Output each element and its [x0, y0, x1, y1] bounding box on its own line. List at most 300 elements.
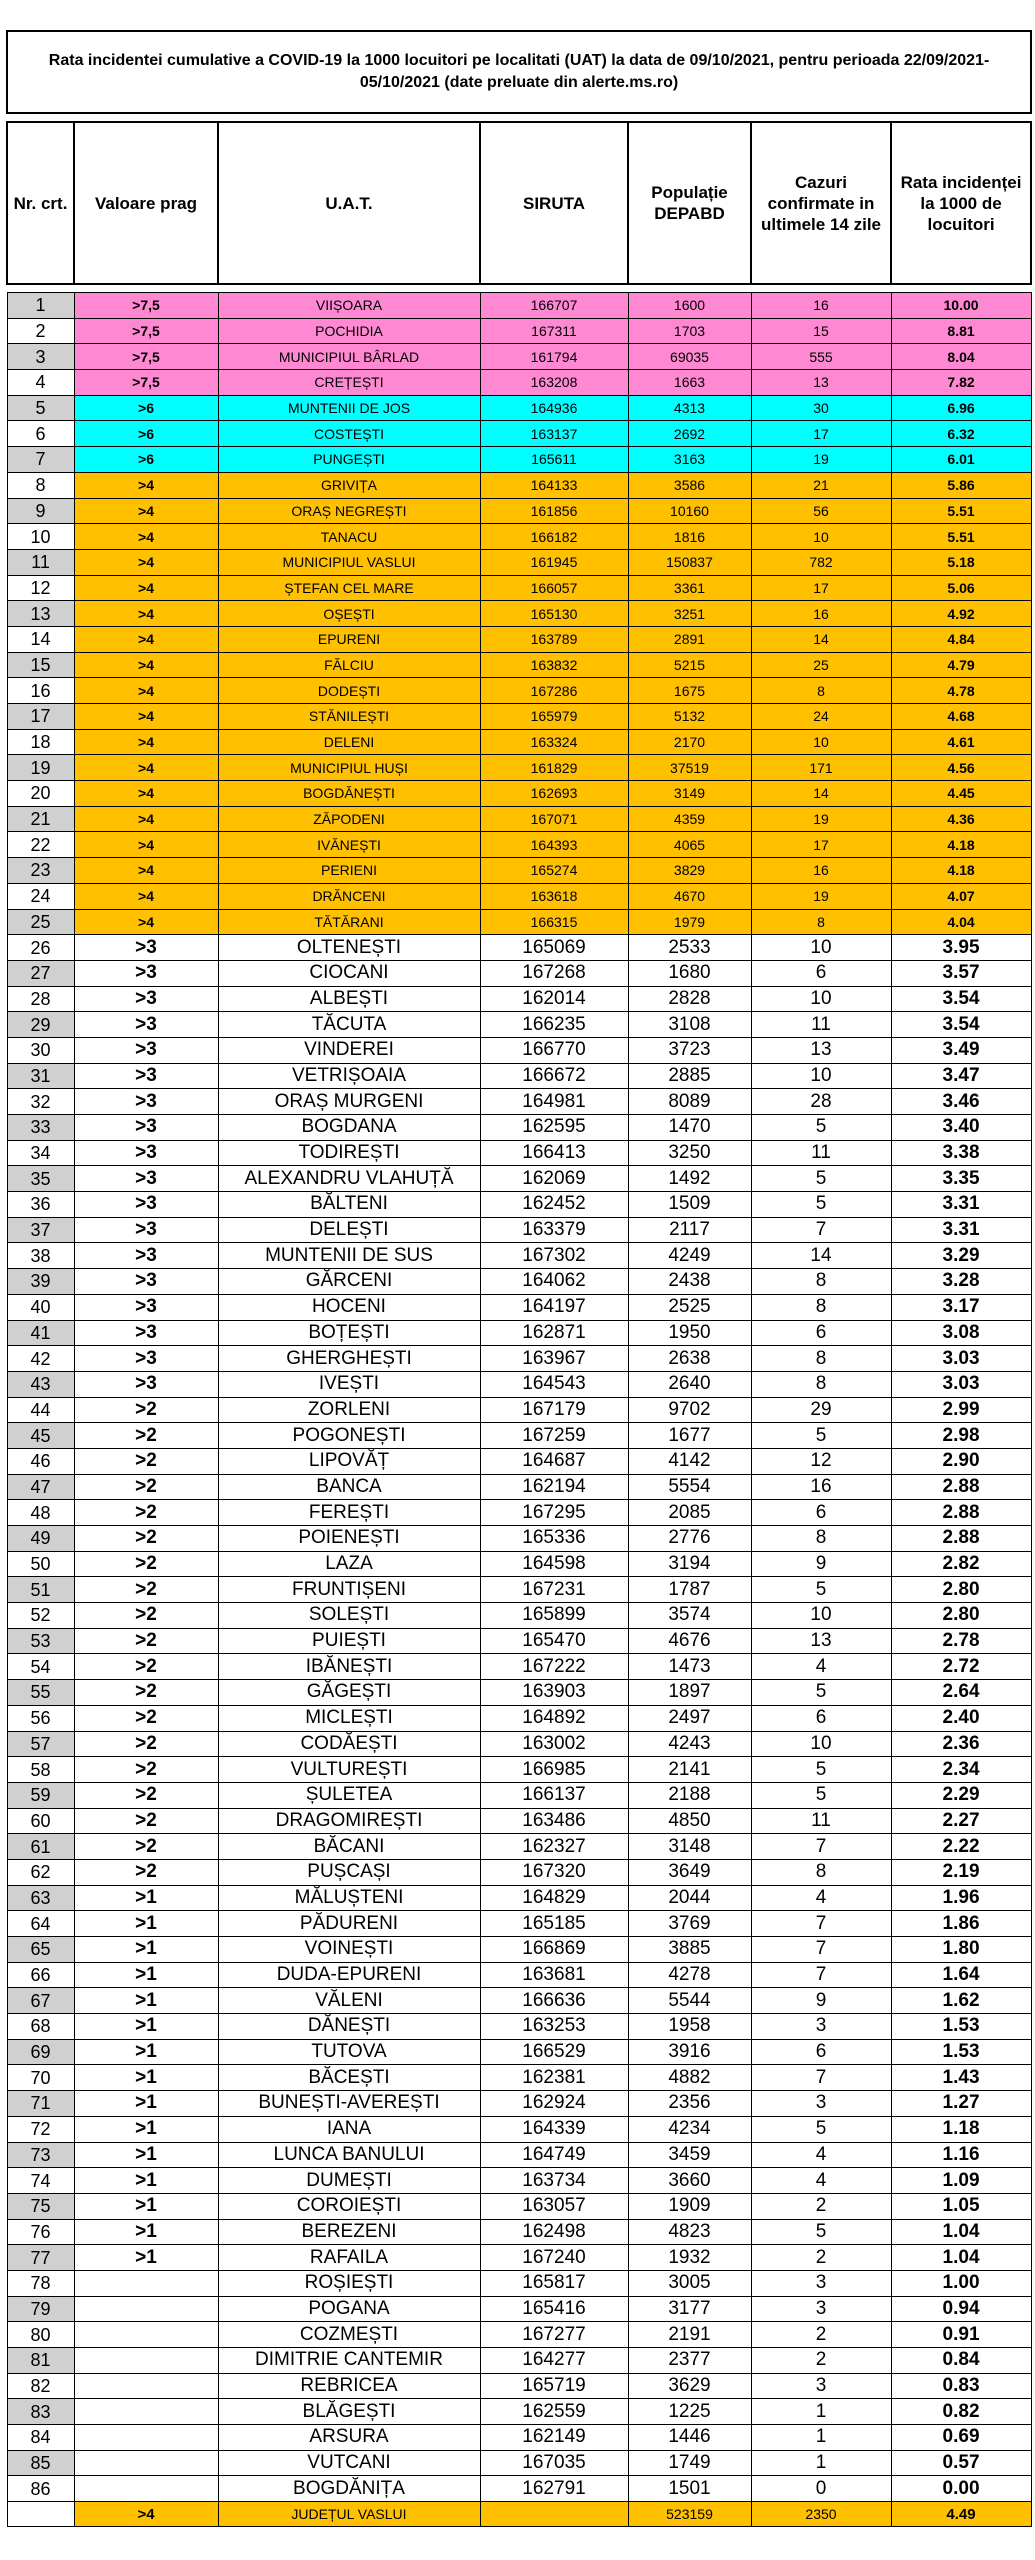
cell-cazuri: 5 [751, 1577, 891, 1603]
cell-nr: 16 [7, 678, 74, 704]
cell-prag: >1 [74, 2065, 218, 2091]
cell-siruta: 163903 [480, 1680, 628, 1706]
cell-nr: 25 [7, 909, 74, 935]
cell-cazuri: 1 [751, 2425, 891, 2451]
cell-populatie: 3660 [628, 2168, 751, 2194]
cell-prag [74, 2450, 218, 2476]
cell-populatie: 3251 [628, 601, 751, 627]
table-row [7, 2219, 1031, 2245]
incidence-sheet [6, 30, 1030, 2527]
cell-rata: 0.84 [891, 2348, 1031, 2374]
cell-rata: 0.91 [891, 2322, 1031, 2348]
cell-uat: TĂCUTA [218, 1012, 480, 1038]
cell-populatie: 1470 [628, 1115, 751, 1141]
cell-populatie: 1473 [628, 1654, 751, 1680]
cell-uat: COROIEȘTI [218, 2193, 480, 2219]
cell-uat: ȘTEFAN CEL MARE [218, 575, 480, 601]
cell-nr: 27 [7, 960, 74, 986]
cell-nr: 47 [7, 1474, 74, 1500]
cell-nr: 66 [7, 1962, 74, 1988]
cell-prag: >4 [74, 472, 218, 498]
cell-prag: >1 [74, 1988, 218, 2014]
cell-cazuri: 28 [751, 1089, 891, 1115]
cell-uat: OLTENEȘTI [218, 935, 480, 961]
cell-siruta: 166707 [480, 293, 628, 319]
cell-siruta: 163057 [480, 2193, 628, 2219]
cell-prag: >1 [74, 2142, 218, 2168]
title-row [7, 31, 1031, 113]
cell-nr: 63 [7, 1885, 74, 1911]
cell-prag: >1 [74, 2168, 218, 2194]
cell-rata: 2.27 [891, 1808, 1031, 1834]
cell-uat: LAZA [218, 1551, 480, 1577]
cell-cazuri: 29 [751, 1397, 891, 1423]
cell-populatie: 2640 [628, 1371, 751, 1397]
cell-prag: >2 [74, 1680, 218, 1706]
cell-rata: 3.17 [891, 1294, 1031, 1320]
cell-nr: 49 [7, 1526, 74, 1552]
cell-uat: EPURENI [218, 626, 480, 652]
cell-populatie: 3361 [628, 575, 751, 601]
cell-uat: BOȚEȘTI [218, 1320, 480, 1346]
cell-populatie: 3916 [628, 2039, 751, 2065]
table-row [7, 1089, 1031, 1115]
table-row [7, 781, 1031, 807]
cell-prag: >3 [74, 1037, 218, 1063]
cell-prag: >4 [74, 549, 218, 575]
cell-cazuri: 5 [751, 1192, 891, 1218]
cell-uat: ROȘIEȘTI [218, 2270, 480, 2296]
cell-rata: 1.00 [891, 2270, 1031, 2296]
cell-prag: >4 [74, 806, 218, 832]
cell-siruta: 163618 [480, 883, 628, 909]
cell-siruta: 164892 [480, 1705, 628, 1731]
cell-cazuri: 17 [751, 575, 891, 601]
table-row [7, 678, 1031, 704]
table-row [7, 2039, 1031, 2065]
cell-nr: 71 [7, 2091, 74, 2117]
cell-cazuri: 10 [751, 729, 891, 755]
cell-rata: 2.88 [891, 1474, 1031, 1500]
cell-populatie: 1787 [628, 1577, 751, 1603]
cell-rata: 4.84 [891, 626, 1031, 652]
cell-populatie: 2141 [628, 1757, 751, 1783]
cell-prag: >3 [74, 1371, 218, 1397]
cell-prag: >2 [74, 1551, 218, 1577]
cell-siruta: 162381 [480, 2065, 628, 2091]
cell-uat: PUIEȘTI [218, 1628, 480, 1654]
table-row [7, 2399, 1031, 2425]
table-row [7, 318, 1031, 344]
cell-cazuri: 10 [751, 1063, 891, 1089]
cell-prag: >3 [74, 1320, 218, 1346]
table-row [7, 447, 1031, 473]
cell-prag: >2 [74, 1526, 218, 1552]
cell-nr: 12 [7, 575, 74, 601]
table-row [7, 652, 1031, 678]
cell-siruta: 164687 [480, 1448, 628, 1474]
table-row [7, 1037, 1031, 1063]
cell-nr: 84 [7, 2425, 74, 2451]
cell-siruta: 164543 [480, 1371, 628, 1397]
cell-uat: DIMITRIE CANTEMIR [218, 2348, 480, 2374]
cell-populatie: 9702 [628, 1397, 751, 1423]
cell-cazuri: 8 [751, 1526, 891, 1552]
cell-uat: DĂNEȘTI [218, 2014, 480, 2040]
table-row [7, 1808, 1031, 1834]
cell-siruta: 164936 [480, 395, 628, 421]
cell-cazuri: 8 [751, 1346, 891, 1372]
cell-prag: >1 [74, 1911, 218, 1937]
cell-prag: >1 [74, 2014, 218, 2040]
cell-siruta: 164277 [480, 2348, 628, 2374]
cell-cazuri: 10 [751, 1603, 891, 1629]
cell-cazuri: 8 [751, 1269, 891, 1295]
cell-uat: IVĂNEȘTI [218, 832, 480, 858]
cell-prag: >2 [74, 1474, 218, 1500]
cell-nr: 52 [7, 1603, 74, 1629]
cell-uat: VULTUREȘTI [218, 1757, 480, 1783]
cell-populatie: 4850 [628, 1808, 751, 1834]
cell-uat: GHERGHEȘTI [218, 1346, 480, 1372]
cell-rata: 2.88 [891, 1500, 1031, 1526]
cell-siruta: 164062 [480, 1269, 628, 1295]
incidence-table [6, 30, 1032, 2527]
table-row [7, 1346, 1031, 1372]
table-row [7, 1269, 1031, 1295]
cell-siruta: 163967 [480, 1346, 628, 1372]
cell-rata: 10.00 [891, 293, 1031, 319]
cell-prag [74, 2322, 218, 2348]
cell-uat: PUȘCAȘI [218, 1859, 480, 1885]
cell-nr: 26 [7, 935, 74, 961]
cell-populatie: 1663 [628, 370, 751, 396]
cell-uat: OȘEȘTI [218, 601, 480, 627]
cell-siruta: 167295 [480, 1500, 628, 1526]
cell-siruta: 167071 [480, 806, 628, 832]
cell-nr: 20 [7, 781, 74, 807]
table-row [7, 472, 1031, 498]
cell-cazuri: 10 [751, 524, 891, 550]
cell-prag: >6 [74, 421, 218, 447]
cell-populatie: 4234 [628, 2116, 751, 2142]
cell-prag: >3 [74, 1012, 218, 1038]
cell-nr: 32 [7, 1089, 74, 1115]
cell-uat: MUNICIPIUL HUȘI [218, 755, 480, 781]
header-populatie: Populație DEPABD [628, 122, 751, 284]
cell-uat: GĂRCENI [218, 1269, 480, 1295]
cell-prag: >7,5 [74, 293, 218, 319]
cell-populatie: 2497 [628, 1705, 751, 1731]
cell-siruta: 162149 [480, 2425, 628, 2451]
cell-cazuri: 9 [751, 1988, 891, 2014]
cell-cazuri: 6 [751, 1705, 891, 1731]
cell-cazuri: 2 [751, 2193, 891, 2219]
cell-prag: >4 [74, 858, 218, 884]
cell-cazuri: 11 [751, 1012, 891, 1038]
cell-nr: 44 [7, 1397, 74, 1423]
cell-prag: >3 [74, 1346, 218, 1372]
cell-populatie: 4670 [628, 883, 751, 909]
cell-populatie: 3177 [628, 2296, 751, 2322]
table-row [7, 2270, 1031, 2296]
cell-populatie: 1680 [628, 960, 751, 986]
table-row [7, 1526, 1031, 1552]
cell-nr: 85 [7, 2450, 74, 2476]
cell-rata: 2.19 [891, 1859, 1031, 1885]
cell-siruta: 162014 [480, 986, 628, 1012]
cell-siruta: 166413 [480, 1140, 628, 1166]
cell-siruta: 163002 [480, 1731, 628, 1757]
cell-rata: 1.64 [891, 1962, 1031, 1988]
cell-populatie: 37519 [628, 755, 751, 781]
cell-cazuri: 3 [751, 2091, 891, 2117]
cell-siruta: 163324 [480, 729, 628, 755]
cell-populatie: 3574 [628, 1603, 751, 1629]
cell-nr: 37 [7, 1217, 74, 1243]
cell-nr: 36 [7, 1192, 74, 1218]
cell-nr: 76 [7, 2219, 74, 2245]
cell-cazuri: 1 [751, 2399, 891, 2425]
cell-uat: TANACU [218, 524, 480, 550]
cell-siruta: 163253 [480, 2014, 628, 2040]
cell-cazuri: 1 [751, 2450, 891, 2476]
cell-siruta: 166315 [480, 909, 628, 935]
cell-uat: MUNTENII DE JOS [218, 395, 480, 421]
cell-prag: >3 [74, 1140, 218, 1166]
cell-uat: BEREZENI [218, 2219, 480, 2245]
cell-populatie: 3723 [628, 1037, 751, 1063]
cell-prag: >1 [74, 1937, 218, 1963]
cell-prag: >4 [74, 652, 218, 678]
cell-rata: 2.78 [891, 1628, 1031, 1654]
cell-populatie: 3829 [628, 858, 751, 884]
cell-prag: >2 [74, 1654, 218, 1680]
cell-rata: 3.35 [891, 1166, 1031, 1192]
table-row [7, 344, 1031, 370]
cell-uat: CODĂEȘTI [218, 1731, 480, 1757]
cell-uat: DELEȘTI [218, 1217, 480, 1243]
cell-uat: FEREȘTI [218, 1500, 480, 1526]
cell-nr: 45 [7, 1423, 74, 1449]
cell-nr: 6 [7, 421, 74, 447]
cell-cazuri: 8 [751, 1294, 891, 1320]
cell-populatie: 1950 [628, 1320, 751, 1346]
cell-siruta: 166529 [480, 2039, 628, 2065]
cell-uat: TODIREȘTI [218, 1140, 480, 1166]
cell-uat: IANA [218, 2116, 480, 2142]
cell-uat: ALBEȘTI [218, 986, 480, 1012]
cell-siruta: 163208 [480, 370, 628, 396]
cell-populatie: 3629 [628, 2373, 751, 2399]
header-uat: U.A.T. [218, 122, 480, 284]
cell-cazuri: 12 [751, 1448, 891, 1474]
table-row [7, 421, 1031, 447]
cell-prag: >4 [74, 678, 218, 704]
cell-prag: >3 [74, 1243, 218, 1269]
table-row [7, 2142, 1031, 2168]
table-row [7, 1962, 1031, 1988]
cell-rata: 1.96 [891, 1885, 1031, 1911]
cell-siruta: 162924 [480, 2091, 628, 2117]
cell-uat: CREȚEȘTI [218, 370, 480, 396]
table-row [7, 626, 1031, 652]
cell-uat: MUNTENII DE SUS [218, 1243, 480, 1269]
cell-cazuri: 7 [751, 1911, 891, 1937]
cell-nr: 41 [7, 1320, 74, 1346]
cell-prag: >4 [74, 729, 218, 755]
cell-cazuri: 171 [751, 755, 891, 781]
page-title: Rata incidentei cumulative a COVID-19 la 1000 locuitori pe localitati (UAT) la data de 09/10/2021, pentru perioada 22/09/2021-05/10/2021 (date preluate din alerte.ms.ro) [7, 31, 1031, 113]
cell-cazuri: 10 [751, 1731, 891, 1757]
table-row [7, 1757, 1031, 1783]
table-row [7, 1937, 1031, 1963]
cell-rata: 2.88 [891, 1526, 1031, 1552]
cell-rata: 3.57 [891, 960, 1031, 986]
cell-uat: VUTCANI [218, 2450, 480, 2476]
cell-cazuri: 17 [751, 832, 891, 858]
table-row [7, 2348, 1031, 2374]
cell-nr: 83 [7, 2399, 74, 2425]
table-row [7, 1320, 1031, 1346]
table-row [7, 1577, 1031, 1603]
cell-nr: 23 [7, 858, 74, 884]
table-row [7, 1680, 1031, 1706]
cell-prag: >3 [74, 1115, 218, 1141]
cell-siruta: 166182 [480, 524, 628, 550]
cell-siruta: 163789 [480, 626, 628, 652]
cell-nr: 82 [7, 2373, 74, 2399]
cell-rata: 5.86 [891, 472, 1031, 498]
cell-prag: >4 [74, 781, 218, 807]
cell-populatie: 1446 [628, 2425, 751, 2451]
cell-rata: 1.27 [891, 2091, 1031, 2117]
cell-siruta: 166770 [480, 1037, 628, 1063]
cell-uat: ORAȘ MURGENI [218, 1089, 480, 1115]
cell-siruta: 167286 [480, 678, 628, 704]
table-row [7, 2065, 1031, 2091]
cell-cazuri: 6 [751, 1500, 891, 1526]
cell-prag: >2 [74, 1628, 218, 1654]
table-row [7, 1628, 1031, 1654]
cell-cazuri: 5 [751, 1115, 891, 1141]
cell-prag: >4 [74, 755, 218, 781]
cell-nr: 39 [7, 1269, 74, 1295]
cell-nr: 69 [7, 2039, 74, 2065]
total-rata: 4.49 [891, 2502, 1031, 2527]
cell-populatie: 2891 [628, 626, 751, 652]
cell-prag: >4 [74, 832, 218, 858]
table-row [7, 806, 1031, 832]
cell-cazuri: 19 [751, 447, 891, 473]
cell-cazuri: 7 [751, 1962, 891, 1988]
cell-cazuri: 4 [751, 1885, 891, 1911]
cell-cazuri: 13 [751, 1037, 891, 1063]
cell-rata: 4.07 [891, 883, 1031, 909]
cell-populatie: 3194 [628, 1551, 751, 1577]
cell-prag: >7,5 [74, 344, 218, 370]
cell-rata: 1.04 [891, 2219, 1031, 2245]
cell-uat: COZMEȘTI [218, 2322, 480, 2348]
cell-rata: 2.72 [891, 1654, 1031, 1680]
cell-nr: 31 [7, 1063, 74, 1089]
table-row [7, 1885, 1031, 1911]
cell-nr: 78 [7, 2270, 74, 2296]
cell-uat: BLĂGEȘTI [218, 2399, 480, 2425]
cell-siruta: 161829 [480, 755, 628, 781]
cell-uat: HOCENI [218, 1294, 480, 1320]
cell-prag: >3 [74, 1166, 218, 1192]
cell-rata: 6.96 [891, 395, 1031, 421]
table-row [7, 1731, 1031, 1757]
cell-nr: 34 [7, 1140, 74, 1166]
cell-siruta: 162871 [480, 1320, 628, 1346]
cell-rata: 3.54 [891, 1012, 1031, 1038]
cell-uat: POCHIDIA [218, 318, 480, 344]
cell-siruta: 165611 [480, 447, 628, 473]
cell-populatie: 4278 [628, 1962, 751, 1988]
cell-populatie: 5132 [628, 704, 751, 730]
table-row [7, 293, 1031, 319]
cell-nr: 28 [7, 986, 74, 1012]
cell-rata: 3.47 [891, 1063, 1031, 1089]
cell-rata: 3.31 [891, 1217, 1031, 1243]
cell-siruta: 162498 [480, 2219, 628, 2245]
cell-nr: 65 [7, 1937, 74, 1963]
table-row [7, 2373, 1031, 2399]
cell-siruta: 164749 [480, 2142, 628, 2168]
table-row [7, 2245, 1031, 2271]
cell-nr: 68 [7, 2014, 74, 2040]
cell-prag: >4 [74, 883, 218, 909]
cell-populatie: 4249 [628, 1243, 751, 1269]
cell-populatie: 3769 [628, 1911, 751, 1937]
cell-cazuri: 16 [751, 1474, 891, 1500]
cell-populatie: 4065 [628, 832, 751, 858]
table-row [7, 2193, 1031, 2219]
cell-rata: 1.62 [891, 1988, 1031, 2014]
cell-uat: ZORLENI [218, 1397, 480, 1423]
table-row [7, 370, 1031, 396]
cell-uat: BĂLTENI [218, 1192, 480, 1218]
cell-populatie: 1958 [628, 2014, 751, 2040]
cell-prag: >3 [74, 1294, 218, 1320]
cell-uat: DODEȘTI [218, 678, 480, 704]
cell-populatie: 2188 [628, 1782, 751, 1808]
cell-nr: 43 [7, 1371, 74, 1397]
cell-siruta: 166985 [480, 1757, 628, 1783]
cell-prag: >2 [74, 1397, 218, 1423]
cell-nr: 10 [7, 524, 74, 550]
cell-siruta: 163137 [480, 421, 628, 447]
cell-uat: GRIVIȚA [218, 472, 480, 498]
cell-rata: 4.61 [891, 729, 1031, 755]
cell-nr: 40 [7, 1294, 74, 1320]
cell-prag: >4 [74, 909, 218, 935]
cell-siruta: 161945 [480, 549, 628, 575]
cell-rata: 3.40 [891, 1115, 1031, 1141]
table-row [7, 2322, 1031, 2348]
cell-rata: 2.36 [891, 1731, 1031, 1757]
cell-rata: 7.82 [891, 370, 1031, 396]
table-row [7, 909, 1031, 935]
cell-populatie: 3163 [628, 447, 751, 473]
cell-rata: 3.95 [891, 935, 1031, 961]
cell-nr: 79 [7, 2296, 74, 2322]
table-row [7, 1115, 1031, 1141]
cell-siruta: 164829 [480, 1885, 628, 1911]
cell-uat: STĂNILEȘTI [218, 704, 480, 730]
